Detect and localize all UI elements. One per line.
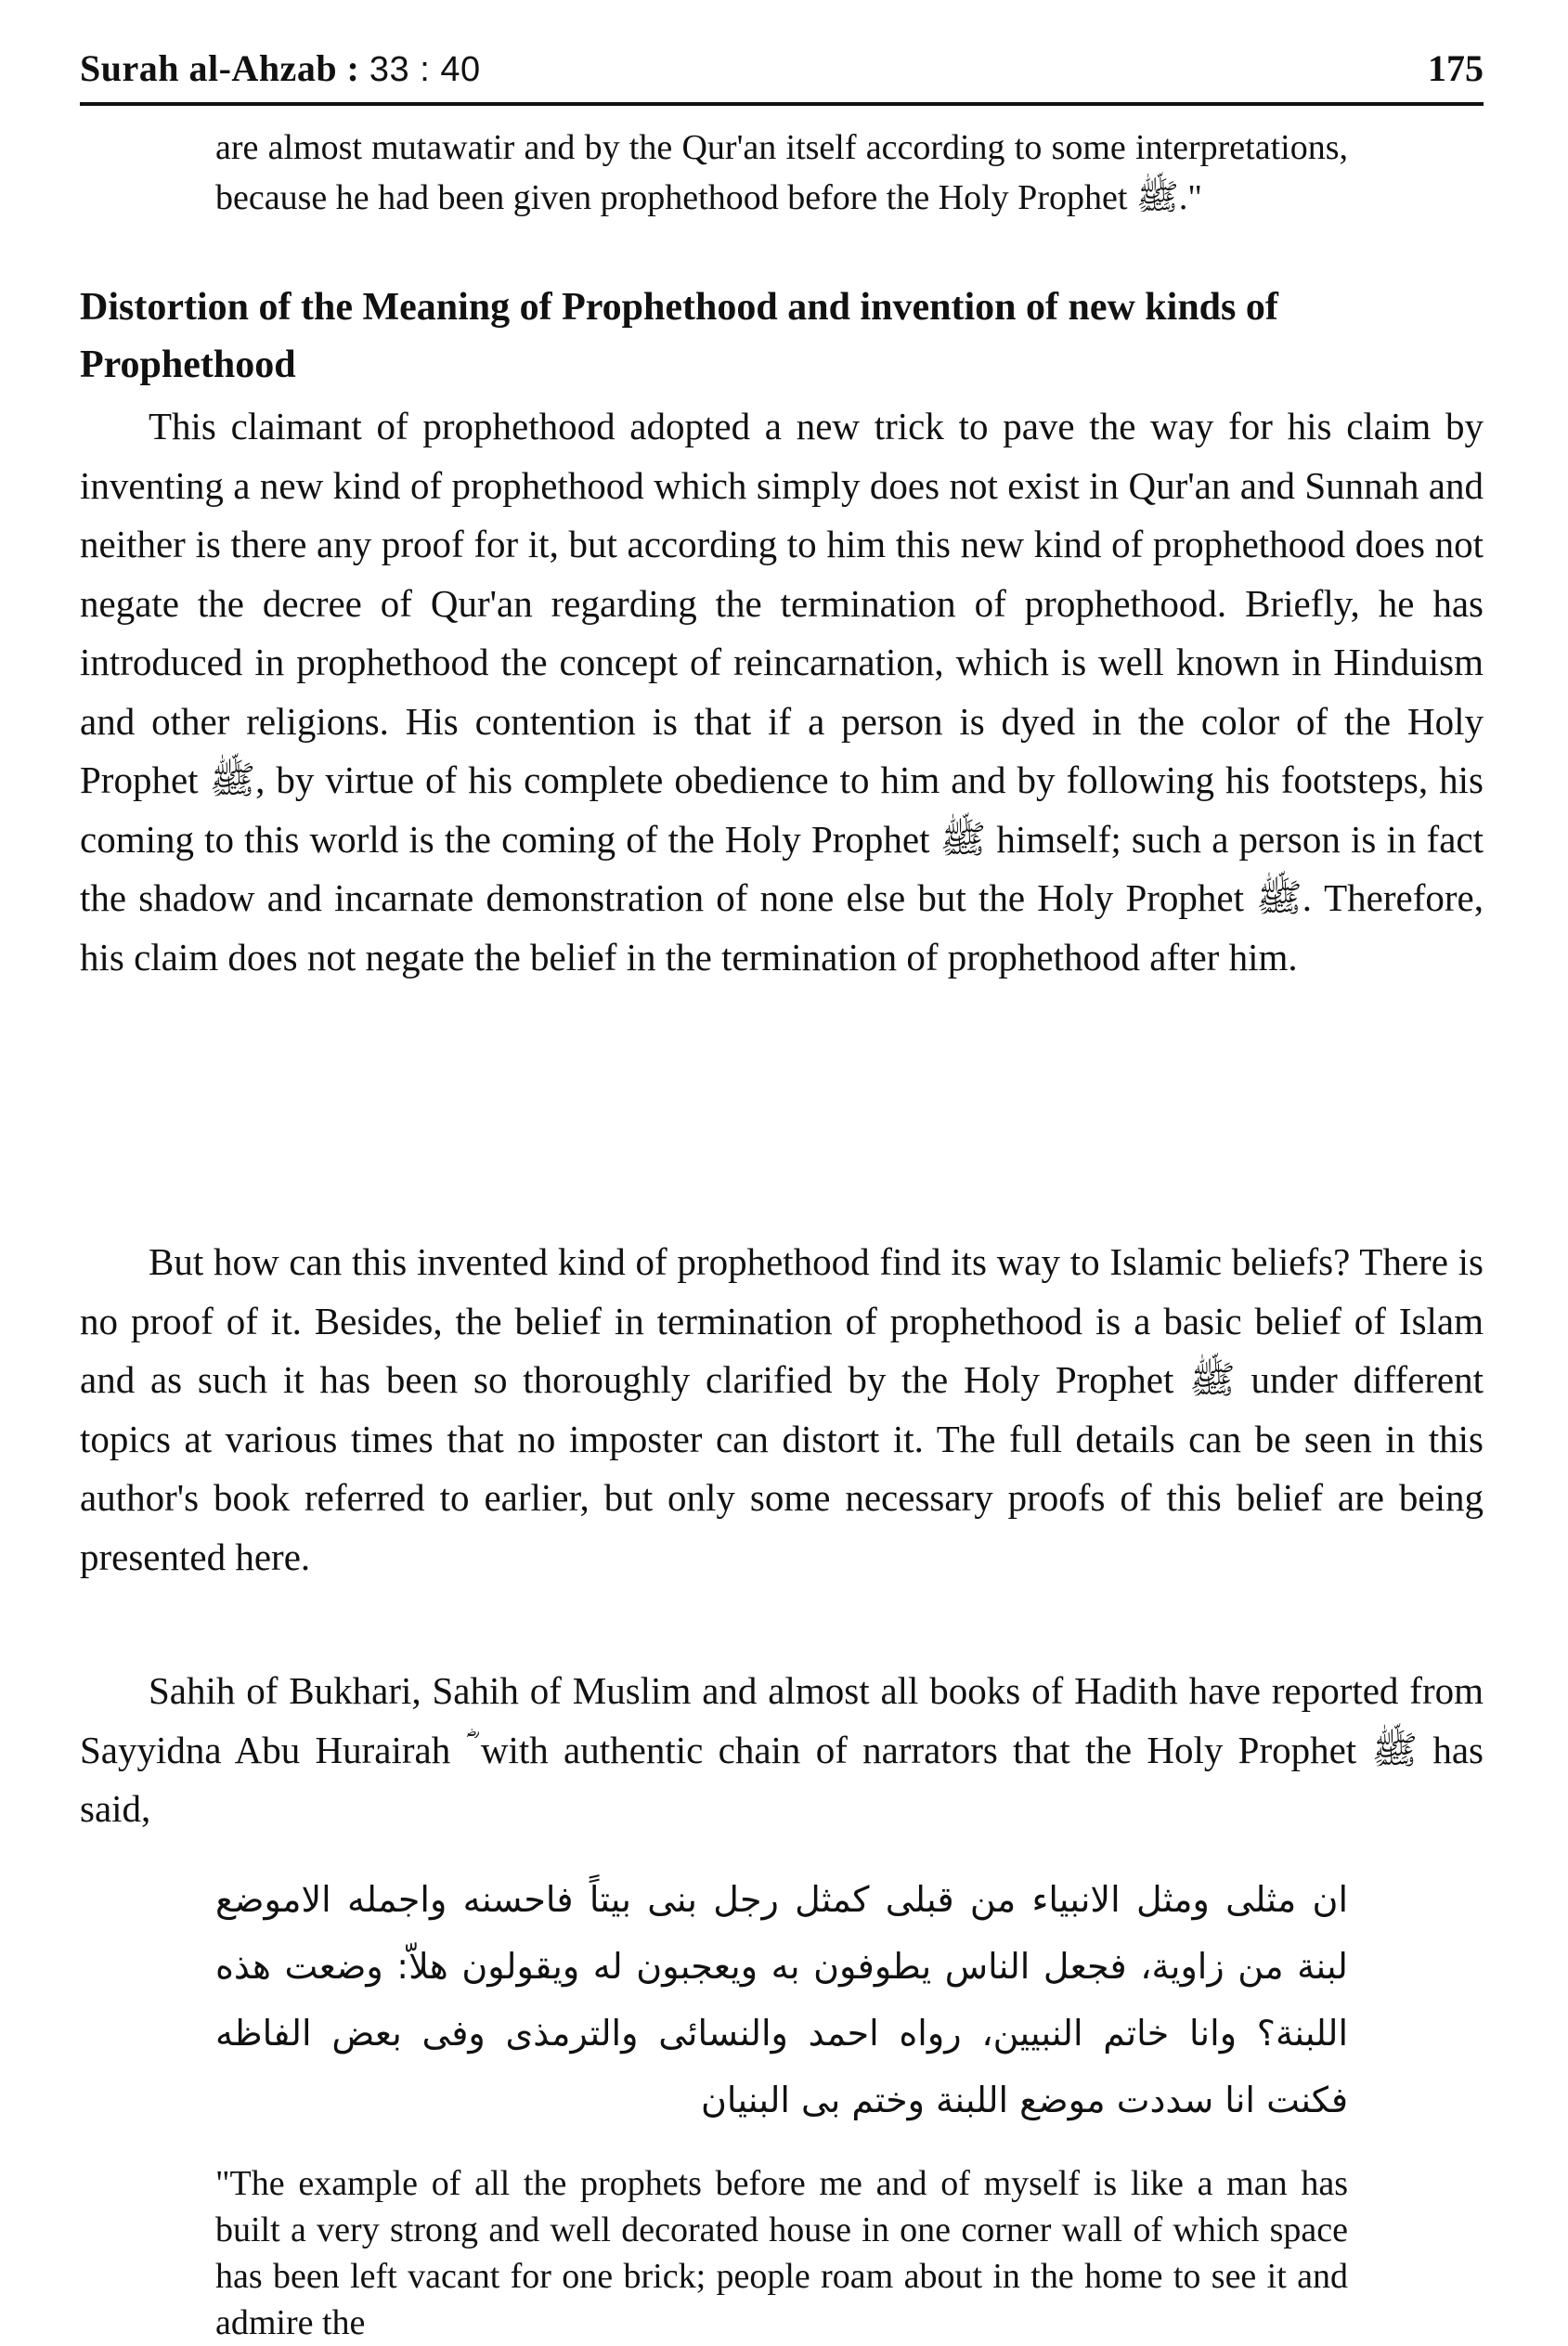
paragraph-1 <box>80 397 1484 987</box>
arabic-hadith: ان مثلی ومثل الانبیاء من قبلی کمثل رجل بنی بیتاً فاحسنه واجمله الاموضع لبنة من زاویة، فجعل الناس یطوفون به ویعجبون له ویقولون هلاّ: وضعت هذه اللبنة؟ وانا خاتم النبیین، رواه احمد والنسائی والترمذی وفی بعض الفاظه فکنت انا سددت موضع اللبنة وختم بی البنیان <box>215 1879 1348 2120</box>
hadith-translation: "The example of all the prophets before me and of myself is like a man has built a very strong and well decorated house in one corner wall of which space has been left vacant for one brick; people roam about in the home to see it and admire the <box>215 2164 1348 2342</box>
surah-reference: 33 : 40 <box>369 50 481 89</box>
quote-continuation: are almost mutawatir and by the Qur'an itself according to some interpretations, because he had been given prophethood before the Holy Prophet ﷺ." <box>215 128 1348 217</box>
header-rule <box>80 102 1484 106</box>
running-header <box>80 46 1484 102</box>
paragraph-3-text: Sahih of Bukhari, Sahih of Muslim and almost all books of Hadith have reported from Sayyidna Abu Hurairah ؓ with authentic chain of narrators that the Holy Prophet ﷺ has said, <box>80 1669 1484 1830</box>
paragraph-1-text: This claimant of prophethood adopted a new trick to pave the way for his claim by inventing a new kind of prophethood which simply does not exist in Qur'an and Sunnah and neither is there any proof for it, but according to him this new kind of prophethood does not negate the decree of Qur'an regarding the termination of prophethood. Briefly, he has introduced in prophethood the concept of reincarnation, which is well known in Hinduism and other religions. His contention is that if a person is dyed in the color of the Holy Prophet ﷺ, by virtue of his complete obedience to him and by following his footsteps, his coming to this world is the coming of the Holy Prophet ﷺ himself; such a person is in fact the shadow and incarnate demonstration of none else but the Holy Prophet ﷺ. Therefore, his claim does not negate the belief in the termination of prophethood after him. <box>80 405 1484 979</box>
page-number: 175 <box>1428 47 1484 89</box>
running-title: Surah al-Ahzab : 33 : 40 <box>80 47 481 89</box>
paragraph-2 <box>80 1233 1484 1587</box>
paragraph-3 <box>80 1662 1484 1839</box>
paragraph-2-text: But how can this invented kind of prophethood find its way to Islamic beliefs? There is no proof of it. Besides, the belief in termination of prophethood is a basic belief of Islam and as such it has been so thoroughly clarified by the Holy Prophet ﷺ under different topics at various times that no imposter can distort it. The full details can be seen in this author's book referred to earlier, but only some necessary proofs of this belief are being presented here. <box>80 1240 1484 1578</box>
section-heading: Distortion of the Meaning of Prophethood and invention of new kinds of Prophethood <box>80 286 1278 386</box>
